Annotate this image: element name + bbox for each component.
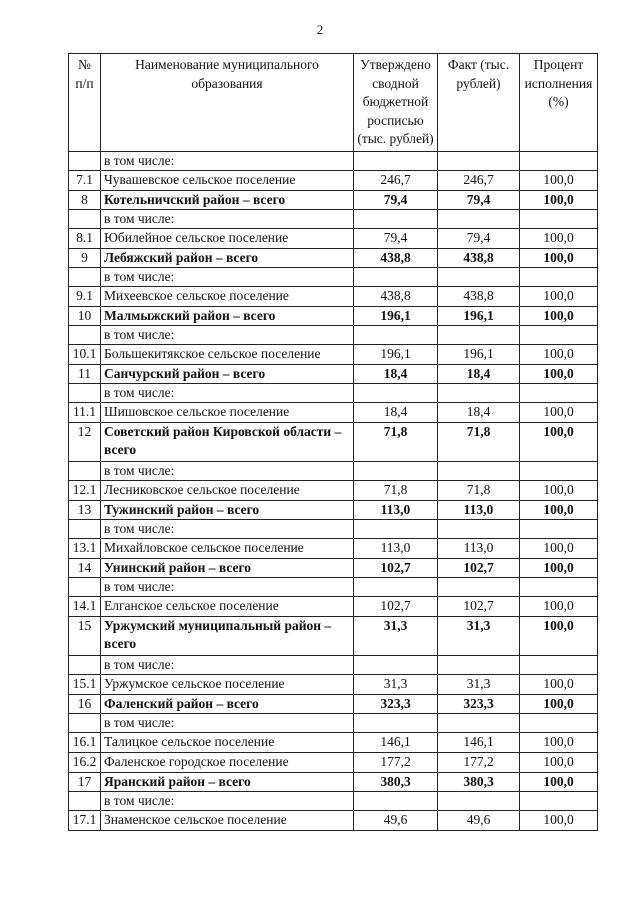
cell-num: 17 bbox=[69, 772, 101, 791]
table-row bbox=[69, 655, 598, 674]
cell-fact: 71,8 bbox=[438, 480, 520, 500]
cell-fact bbox=[438, 267, 520, 286]
cell-plan bbox=[354, 383, 438, 402]
cell-fact: 31,3 bbox=[438, 616, 520, 655]
cell-percent bbox=[520, 267, 598, 286]
cell-percent bbox=[520, 713, 598, 732]
cell-percent: 100,0 bbox=[520, 674, 598, 694]
cell-percent: 100,0 bbox=[520, 732, 598, 752]
cell-fact: 49,6 bbox=[438, 810, 520, 830]
table-row bbox=[69, 248, 598, 267]
cell-percent: 100,0 bbox=[520, 694, 598, 713]
cell-percent: 100,0 bbox=[520, 170, 598, 190]
cell-name: Талицкое сельское поселение bbox=[101, 732, 354, 752]
cell-name: в том числе: bbox=[101, 209, 354, 228]
table-row bbox=[69, 402, 598, 422]
cell-num: 16 bbox=[69, 694, 101, 713]
cell-fact bbox=[438, 151, 520, 170]
cell-plan bbox=[354, 577, 438, 596]
table-row bbox=[69, 190, 598, 209]
table-row bbox=[69, 810, 598, 830]
table-row bbox=[69, 577, 598, 596]
cell-num: 8 bbox=[69, 190, 101, 209]
cell-percent: 100,0 bbox=[520, 344, 598, 364]
table-row bbox=[69, 364, 598, 383]
cell-fact: 246,7 bbox=[438, 170, 520, 190]
table-row bbox=[69, 558, 598, 577]
table-row bbox=[69, 596, 598, 616]
table-row bbox=[69, 713, 598, 732]
cell-name: Знаменское сельское поселение bbox=[101, 810, 354, 830]
table-row bbox=[69, 383, 598, 402]
cell-name: Уржумский муниципальный район – всего bbox=[101, 616, 354, 655]
cell-fact: 71,8 bbox=[438, 422, 520, 461]
cell-percent: 100,0 bbox=[520, 402, 598, 422]
cell-name: Елганское сельское поселение bbox=[101, 596, 354, 616]
cell-name: Тужинский район – всего bbox=[101, 500, 354, 519]
table-row bbox=[69, 519, 598, 538]
cell-plan: 380,3 bbox=[354, 772, 438, 791]
table-row bbox=[69, 170, 598, 190]
cell-plan: 196,1 bbox=[354, 306, 438, 325]
cell-name: в том числе: bbox=[101, 519, 354, 538]
cell-plan: 102,7 bbox=[354, 558, 438, 577]
cell-percent: 100,0 bbox=[520, 538, 598, 558]
header-num: № п/п bbox=[69, 54, 101, 152]
cell-plan: 113,0 bbox=[354, 538, 438, 558]
cell-num bbox=[69, 151, 101, 170]
cell-name: Советский район Кировской области – всего bbox=[101, 422, 354, 461]
cell-name: в том числе: bbox=[101, 791, 354, 810]
table-row bbox=[69, 151, 598, 170]
cell-name: Малмыжский район – всего bbox=[101, 306, 354, 325]
table-row bbox=[69, 422, 598, 461]
cell-num: 16.2 bbox=[69, 752, 101, 772]
cell-percent: 100,0 bbox=[520, 364, 598, 383]
cell-fact: 18,4 bbox=[438, 364, 520, 383]
cell-fact: 146,1 bbox=[438, 732, 520, 752]
cell-percent: 100,0 bbox=[520, 286, 598, 306]
cell-percent: 100,0 bbox=[520, 752, 598, 772]
table-row bbox=[69, 752, 598, 772]
cell-percent bbox=[520, 791, 598, 810]
cell-plan: 79,4 bbox=[354, 228, 438, 248]
cell-plan: 49,6 bbox=[354, 810, 438, 830]
table-header-row bbox=[69, 54, 598, 152]
cell-num: 10 bbox=[69, 306, 101, 325]
cell-plan: 31,3 bbox=[354, 616, 438, 655]
cell-num: 12 bbox=[69, 422, 101, 461]
cell-plan: 102,7 bbox=[354, 596, 438, 616]
cell-percent: 100,0 bbox=[520, 616, 598, 655]
cell-percent bbox=[520, 209, 598, 228]
cell-fact bbox=[438, 325, 520, 344]
cell-fact bbox=[438, 791, 520, 810]
table-row bbox=[69, 267, 598, 286]
cell-percent: 100,0 bbox=[520, 228, 598, 248]
cell-plan: 438,8 bbox=[354, 286, 438, 306]
cell-name: Большекитякское сельское поселение bbox=[101, 344, 354, 364]
cell-plan: 246,7 bbox=[354, 170, 438, 190]
table-row bbox=[69, 306, 598, 325]
cell-plan bbox=[354, 655, 438, 674]
cell-percent: 100,0 bbox=[520, 500, 598, 519]
cell-num bbox=[69, 209, 101, 228]
cell-fact bbox=[438, 577, 520, 596]
cell-fact: 323,3 bbox=[438, 694, 520, 713]
cell-name: Яранский район – всего bbox=[101, 772, 354, 791]
table-row bbox=[69, 732, 598, 752]
cell-plan: 71,8 bbox=[354, 480, 438, 500]
table-row bbox=[69, 209, 598, 228]
cell-name: Шишовское сельское поселение bbox=[101, 402, 354, 422]
table-row bbox=[69, 461, 598, 480]
cell-num: 9 bbox=[69, 248, 101, 267]
table-row bbox=[69, 228, 598, 248]
cell-name: в том числе: bbox=[101, 267, 354, 286]
cell-percent bbox=[520, 655, 598, 674]
cell-plan: 113,0 bbox=[354, 500, 438, 519]
table-row bbox=[69, 791, 598, 810]
cell-fact: 113,0 bbox=[438, 538, 520, 558]
cell-fact: 380,3 bbox=[438, 772, 520, 791]
cell-plan: 18,4 bbox=[354, 402, 438, 422]
header-percent: Процент исполнения (%) bbox=[520, 54, 598, 152]
cell-name: Юбилейное сельское поселение bbox=[101, 228, 354, 248]
cell-name: Санчурский район – всего bbox=[101, 364, 354, 383]
header-fact: Факт (тыс. рублей) bbox=[438, 54, 520, 152]
cell-plan: 31,3 bbox=[354, 674, 438, 694]
cell-plan bbox=[354, 151, 438, 170]
cell-num: 7.1 bbox=[69, 170, 101, 190]
cell-num bbox=[69, 461, 101, 480]
cell-num: 15.1 bbox=[69, 674, 101, 694]
cell-plan: 177,2 bbox=[354, 752, 438, 772]
cell-fact bbox=[438, 383, 520, 402]
cell-plan: 438,8 bbox=[354, 248, 438, 267]
cell-percent bbox=[520, 519, 598, 538]
cell-num bbox=[69, 267, 101, 286]
cell-name: в том числе: bbox=[101, 655, 354, 674]
cell-num: 15 bbox=[69, 616, 101, 655]
cell-num bbox=[69, 713, 101, 732]
cell-fact: 196,1 bbox=[438, 344, 520, 364]
cell-num: 14.1 bbox=[69, 596, 101, 616]
cell-name: в том числе: bbox=[101, 383, 354, 402]
cell-plan bbox=[354, 461, 438, 480]
table-row bbox=[69, 538, 598, 558]
cell-num: 16.1 bbox=[69, 732, 101, 752]
cell-fact: 177,2 bbox=[438, 752, 520, 772]
cell-num: 14 bbox=[69, 558, 101, 577]
cell-percent: 100,0 bbox=[520, 480, 598, 500]
table-row bbox=[69, 772, 598, 791]
cell-plan: 323,3 bbox=[354, 694, 438, 713]
budget-execution-table bbox=[68, 53, 598, 831]
cell-name: Фаленское городское поселение bbox=[101, 752, 354, 772]
cell-name: в том числе: bbox=[101, 151, 354, 170]
cell-fact bbox=[438, 461, 520, 480]
cell-fact: 18,4 bbox=[438, 402, 520, 422]
cell-percent: 100,0 bbox=[520, 190, 598, 209]
cell-num: 13.1 bbox=[69, 538, 101, 558]
table-row bbox=[69, 616, 598, 655]
cell-plan: 79,4 bbox=[354, 190, 438, 209]
cell-name: в том числе: bbox=[101, 577, 354, 596]
cell-num: 11.1 bbox=[69, 402, 101, 422]
cell-num: 9.1 bbox=[69, 286, 101, 306]
cell-name: Унинский район – всего bbox=[101, 558, 354, 577]
cell-fact: 102,7 bbox=[438, 558, 520, 577]
cell-plan bbox=[354, 713, 438, 732]
cell-plan bbox=[354, 325, 438, 344]
table-row bbox=[69, 325, 598, 344]
cell-plan: 18,4 bbox=[354, 364, 438, 383]
cell-fact: 438,8 bbox=[438, 248, 520, 267]
cell-percent: 100,0 bbox=[520, 558, 598, 577]
cell-fact: 196,1 bbox=[438, 306, 520, 325]
cell-num bbox=[69, 791, 101, 810]
cell-fact: 79,4 bbox=[438, 190, 520, 209]
cell-name: в том числе: bbox=[101, 461, 354, 480]
cell-num bbox=[69, 655, 101, 674]
cell-name: Лебяжский район – всего bbox=[101, 248, 354, 267]
cell-percent bbox=[520, 383, 598, 402]
cell-fact bbox=[438, 209, 520, 228]
cell-num: 13 bbox=[69, 500, 101, 519]
cell-fact: 438,8 bbox=[438, 286, 520, 306]
cell-plan: 71,8 bbox=[354, 422, 438, 461]
cell-plan bbox=[354, 209, 438, 228]
cell-percent bbox=[520, 151, 598, 170]
cell-num: 11 bbox=[69, 364, 101, 383]
cell-name: в том числе: bbox=[101, 713, 354, 732]
table-body bbox=[69, 151, 598, 830]
header-plan: Утверждено сводной бюджетной росписью (тыс. рублей) bbox=[354, 54, 438, 152]
cell-num: 8.1 bbox=[69, 228, 101, 248]
cell-plan: 146,1 bbox=[354, 732, 438, 752]
cell-percent bbox=[520, 461, 598, 480]
cell-name: Котельничский район – всего bbox=[101, 190, 354, 209]
cell-name: Лесниковское сельское поселение bbox=[101, 480, 354, 500]
cell-name: Михайловское сельское поселение bbox=[101, 538, 354, 558]
cell-num bbox=[69, 383, 101, 402]
cell-percent: 100,0 bbox=[520, 306, 598, 325]
table-row bbox=[69, 480, 598, 500]
cell-percent: 100,0 bbox=[520, 596, 598, 616]
cell-num bbox=[69, 519, 101, 538]
cell-name: Чувашевское сельское поселение bbox=[101, 170, 354, 190]
header-name: Наименование муниципального образования bbox=[101, 54, 354, 152]
cell-plan: 196,1 bbox=[354, 344, 438, 364]
cell-fact bbox=[438, 713, 520, 732]
table-row bbox=[69, 344, 598, 364]
cell-percent: 100,0 bbox=[520, 772, 598, 791]
cell-percent: 100,0 bbox=[520, 422, 598, 461]
table-row bbox=[69, 286, 598, 306]
table-row bbox=[69, 694, 598, 713]
page-number: 2 bbox=[316, 22, 324, 37]
cell-fact bbox=[438, 519, 520, 538]
cell-name: Фаленский район – всего bbox=[101, 694, 354, 713]
cell-plan bbox=[354, 267, 438, 286]
cell-num: 10.1 bbox=[69, 344, 101, 364]
table-row bbox=[69, 674, 598, 694]
cell-plan bbox=[354, 519, 438, 538]
cell-fact: 79,4 bbox=[438, 228, 520, 248]
cell-percent bbox=[520, 325, 598, 344]
cell-name: Михеевское сельское поселение bbox=[101, 286, 354, 306]
cell-num: 12.1 bbox=[69, 480, 101, 500]
table-row bbox=[69, 500, 598, 519]
cell-percent: 100,0 bbox=[520, 248, 598, 267]
cell-num bbox=[69, 325, 101, 344]
cell-fact bbox=[438, 655, 520, 674]
cell-name: Уржумское сельское поселение bbox=[101, 674, 354, 694]
cell-percent bbox=[520, 577, 598, 596]
cell-num: 17.1 bbox=[69, 810, 101, 830]
cell-fact: 113,0 bbox=[438, 500, 520, 519]
cell-percent: 100,0 bbox=[520, 810, 598, 830]
cell-fact: 31,3 bbox=[438, 674, 520, 694]
cell-name: в том числе: bbox=[101, 325, 354, 344]
cell-num bbox=[69, 577, 101, 596]
cell-plan bbox=[354, 791, 438, 810]
cell-fact: 102,7 bbox=[438, 596, 520, 616]
